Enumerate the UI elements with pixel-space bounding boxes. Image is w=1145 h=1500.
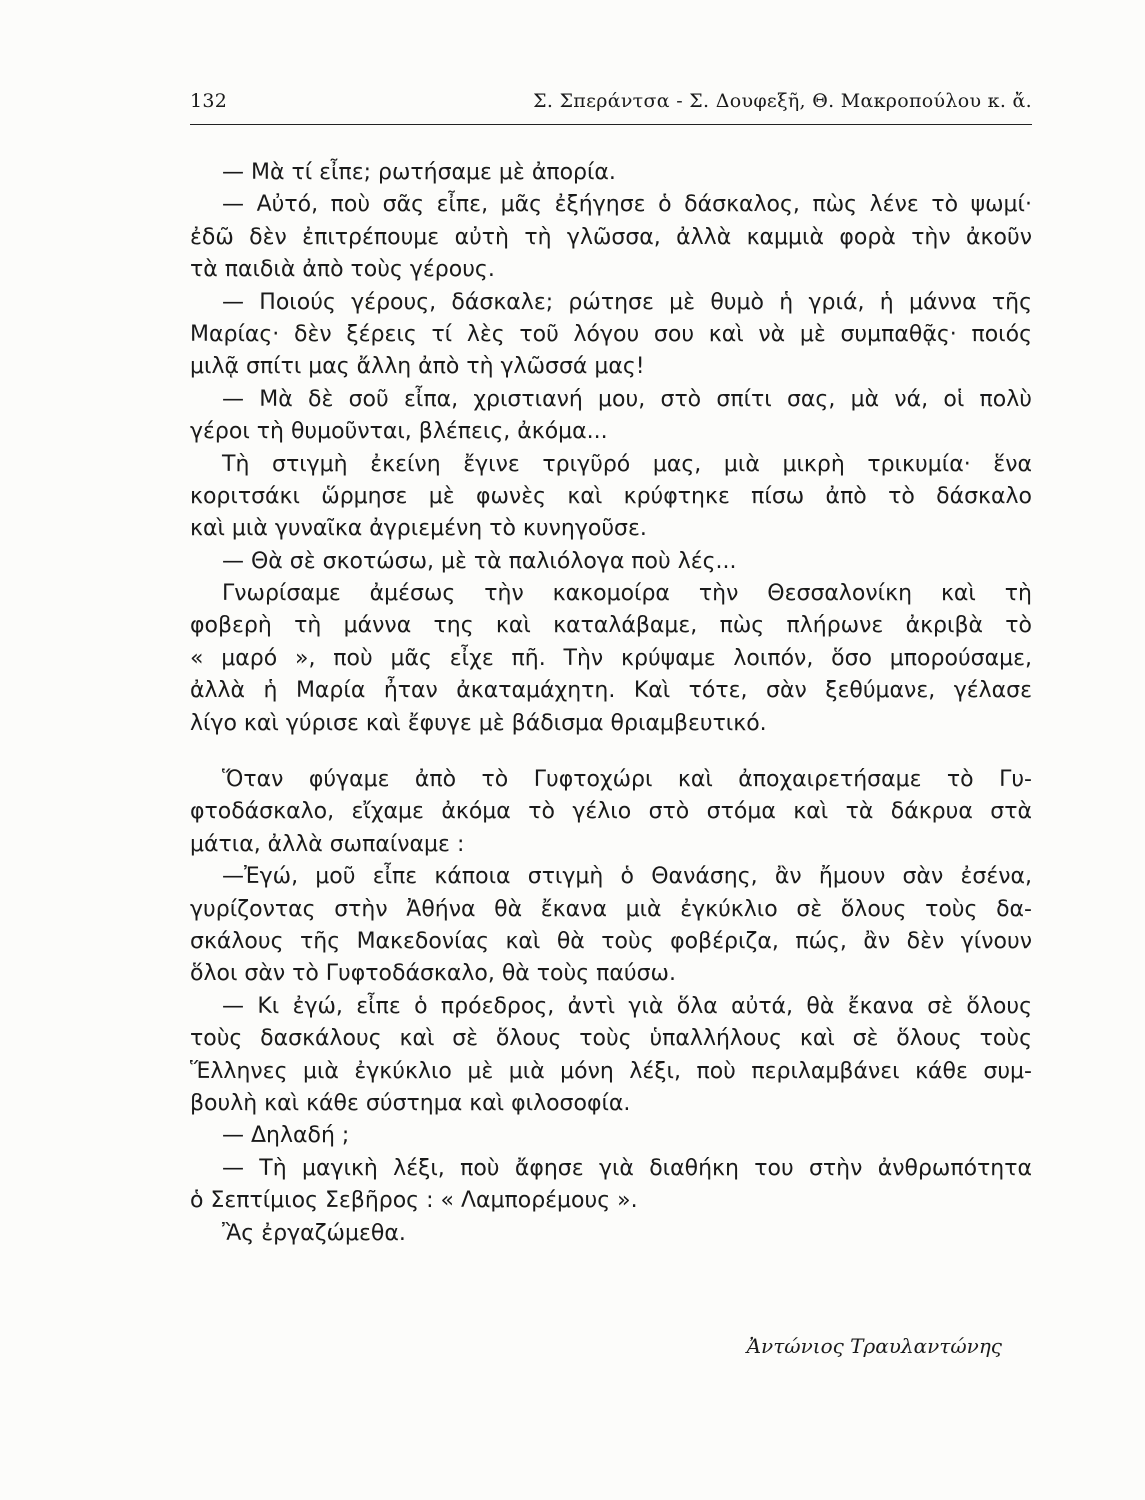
- paragraph: [190, 287, 1032, 384]
- text-line: Μαρίας· δὲν ξέρεις τί λὲς τοῦ λόγου σου καὶ νὰ μὲ συμπαθᾷς· ποιός: [190, 321, 1032, 347]
- text-line: μάτια, ἀλλὰ σωπαίναμε :: [190, 831, 465, 857]
- text-line: — Δηλαδή ;: [222, 1123, 350, 1149]
- paragraph: [190, 384, 1032, 449]
- text-line: γέροι τὴ θυμοῦνται, βλέπεις, ἀκόμα...: [190, 419, 608, 445]
- text-line: βουλὴ καὶ κάθε σύστημα καὶ φιλοσοφία.: [190, 1090, 631, 1116]
- text-line: — Ποιούς γέρους, δάσκαλε; ρώτησε μὲ θυμὸ ἡ γριά, ἡ μάννα τῆς: [222, 289, 1032, 315]
- text-line: λίγο καὶ γύρισε καὶ ἔφυγε μὲ βάδισμα θριαμβευτικό.: [190, 710, 767, 736]
- text-line: — Κι ἐγώ, εἶπε ὁ πρόεδρος, ἀντὶ γιὰ ὅλα αὐτά, θὰ ἔκανα σὲ ὅλους: [222, 993, 1032, 1019]
- paragraph: [190, 861, 1032, 991]
- author-signature: Ἀντώνιος Τραυλαντώνης: [746, 1334, 1002, 1358]
- body-text: [190, 157, 1032, 1250]
- paragraph: [190, 1153, 1032, 1218]
- paragraph: [190, 157, 1032, 189]
- paragraph: [190, 546, 1032, 578]
- text-line: Τὴ στιγμὴ ἐκείνη ἔγινε τριγῦρό μας, μιὰ μικρὴ τρικυμία· ἕνα: [222, 451, 1032, 477]
- running-head: Σ. Σπεράντσα - Σ. Δουφεξῆ, Θ. Μακροπούλου κ. ἄ.: [533, 90, 1032, 112]
- text-line: « μαρό », ποὺ μᾶς εἶχε πῆ. Τὴν κρύψαμε λοιπόν, ὅσο μπορούσαμε,: [190, 645, 1032, 671]
- text-line: Ἂς ἐργαζώμεθα.: [222, 1220, 406, 1246]
- text-line: — Μὰ δὲ σοῦ εἶπα, χριστιανή μου, στὸ σπίτι σας, μὰ νά, οἱ πολὺ: [222, 386, 1032, 412]
- text-line: τοὺς δασκάλους καὶ σὲ ὅλους τοὺς ὑπαλλήλους καὶ σὲ ὅλους τοὺς: [190, 1026, 1032, 1052]
- text-line: φοβερὴ τὴ μάννα της καὶ καταλάβαμε, πὼς πλήρωνε ἀκριβὰ τὸ: [190, 613, 1032, 639]
- paragraph: [190, 991, 1032, 1121]
- text-line: τὰ παιδιὰ ἀπὸ τοὺς γέρους.: [190, 257, 495, 283]
- text-line: — Θὰ σὲ σκοτώσω, μὲ τὰ παλιόλογα ποὺ λές...: [222, 548, 737, 574]
- text-line: σκάλους τῆς Μακεδονίας καὶ θὰ τοὺς φοβέριζα, πώς, ἂν δὲν γίνουν: [190, 928, 1032, 954]
- text-line: — Αὐτό, ποὺ σᾶς εἶπε, μᾶς ἐξήγησε ὁ δάσκαλος, πὼς λένε τὸ ψωμί·: [222, 192, 1032, 218]
- text-line: μιλᾷ σπίτι μας ἄλλη ἀπὸ τὴ γλῶσσά μας!: [190, 354, 645, 380]
- text-line: Ἕλληνες μιὰ ἐγκύκλιο μὲ μιὰ μόνη λέξι, ποὺ περιλαμβάνει κάθε συμ-: [190, 1058, 1032, 1084]
- paragraph: [190, 449, 1032, 546]
- text-line: γυρίζοντας στὴν Ἀθήνα θὰ ἔκανα μιὰ ἐγκύκλιο σὲ ὅλους τοὺς δα-: [190, 896, 1032, 922]
- text-line: —Ἐγώ, μοῦ εἶπε κάποια στιγμὴ ὁ Θανάσης, ἂν ἤμουν σὰν ἐσένα,: [222, 864, 1032, 890]
- paragraph: [190, 1218, 1032, 1250]
- text-line: καὶ μιὰ γυναῖκα ἀγριεμένη τὸ κυνηγοῦσε.: [190, 516, 647, 542]
- paragraph: [190, 578, 1032, 740]
- paragraph: [190, 1120, 1032, 1152]
- text-line: ὁ Σεπτίμιος Σεβῆρος : « Λαμπορέμους ».: [190, 1188, 638, 1214]
- text-line: Γνωρίσαμε ἀμέσως τὴν κακομοίρα τὴν Θεσσαλονίκη καὶ τὴ: [222, 581, 1032, 607]
- text-line: — Τὴ μαγικὴ λέξι, ποὺ ἄφησε γιὰ διαθήκη του στὴν ἀνθρωπότητα: [222, 1155, 1032, 1181]
- header-rule: [190, 124, 1032, 125]
- text-line: Ὅταν φύγαμε ἀπὸ τὸ Γυφτοχώρι καὶ ἀποχαιρετήσαμε τὸ Γυ-: [222, 767, 1032, 793]
- text-line: κοριτσάκι ὥρμησε μὲ φωνὲς καὶ κρύφτηκε πίσω ἀπὸ τὸ δάσκαλο: [190, 483, 1032, 509]
- text-line: φτοδάσκαλο, εἴχαμε ἀκόμα τὸ γέλιο στὸ στόμα καὶ τὰ δάκρυα στὰ: [190, 799, 1032, 825]
- text-line: — Μὰ τί εἶπε; ρωτήσαμε μὲ ἀπορία.: [222, 160, 616, 185]
- page-number: 132: [190, 90, 228, 112]
- paragraph: [190, 764, 1032, 861]
- text-line: ὅλοι σὰν τὸ Γυφτοδάσκαλο, θὰ τοὺς παύσω.: [190, 961, 676, 987]
- paragraph: [190, 189, 1032, 286]
- text-line: ἐδῶ δὲν ἐπιτρέπουμε αὐτὴ τὴ γλῶσσα, ἀλλὰ καμμιὰ φορὰ τὴν ἀκοῦν: [190, 224, 1032, 250]
- text-line: ἀλλὰ ἡ Μαρία ἦταν ἀκαταμάχητη. Καὶ τότε, σὰν ξεθύμανε, γέλασε: [190, 678, 1032, 704]
- section-gap: [190, 740, 1032, 764]
